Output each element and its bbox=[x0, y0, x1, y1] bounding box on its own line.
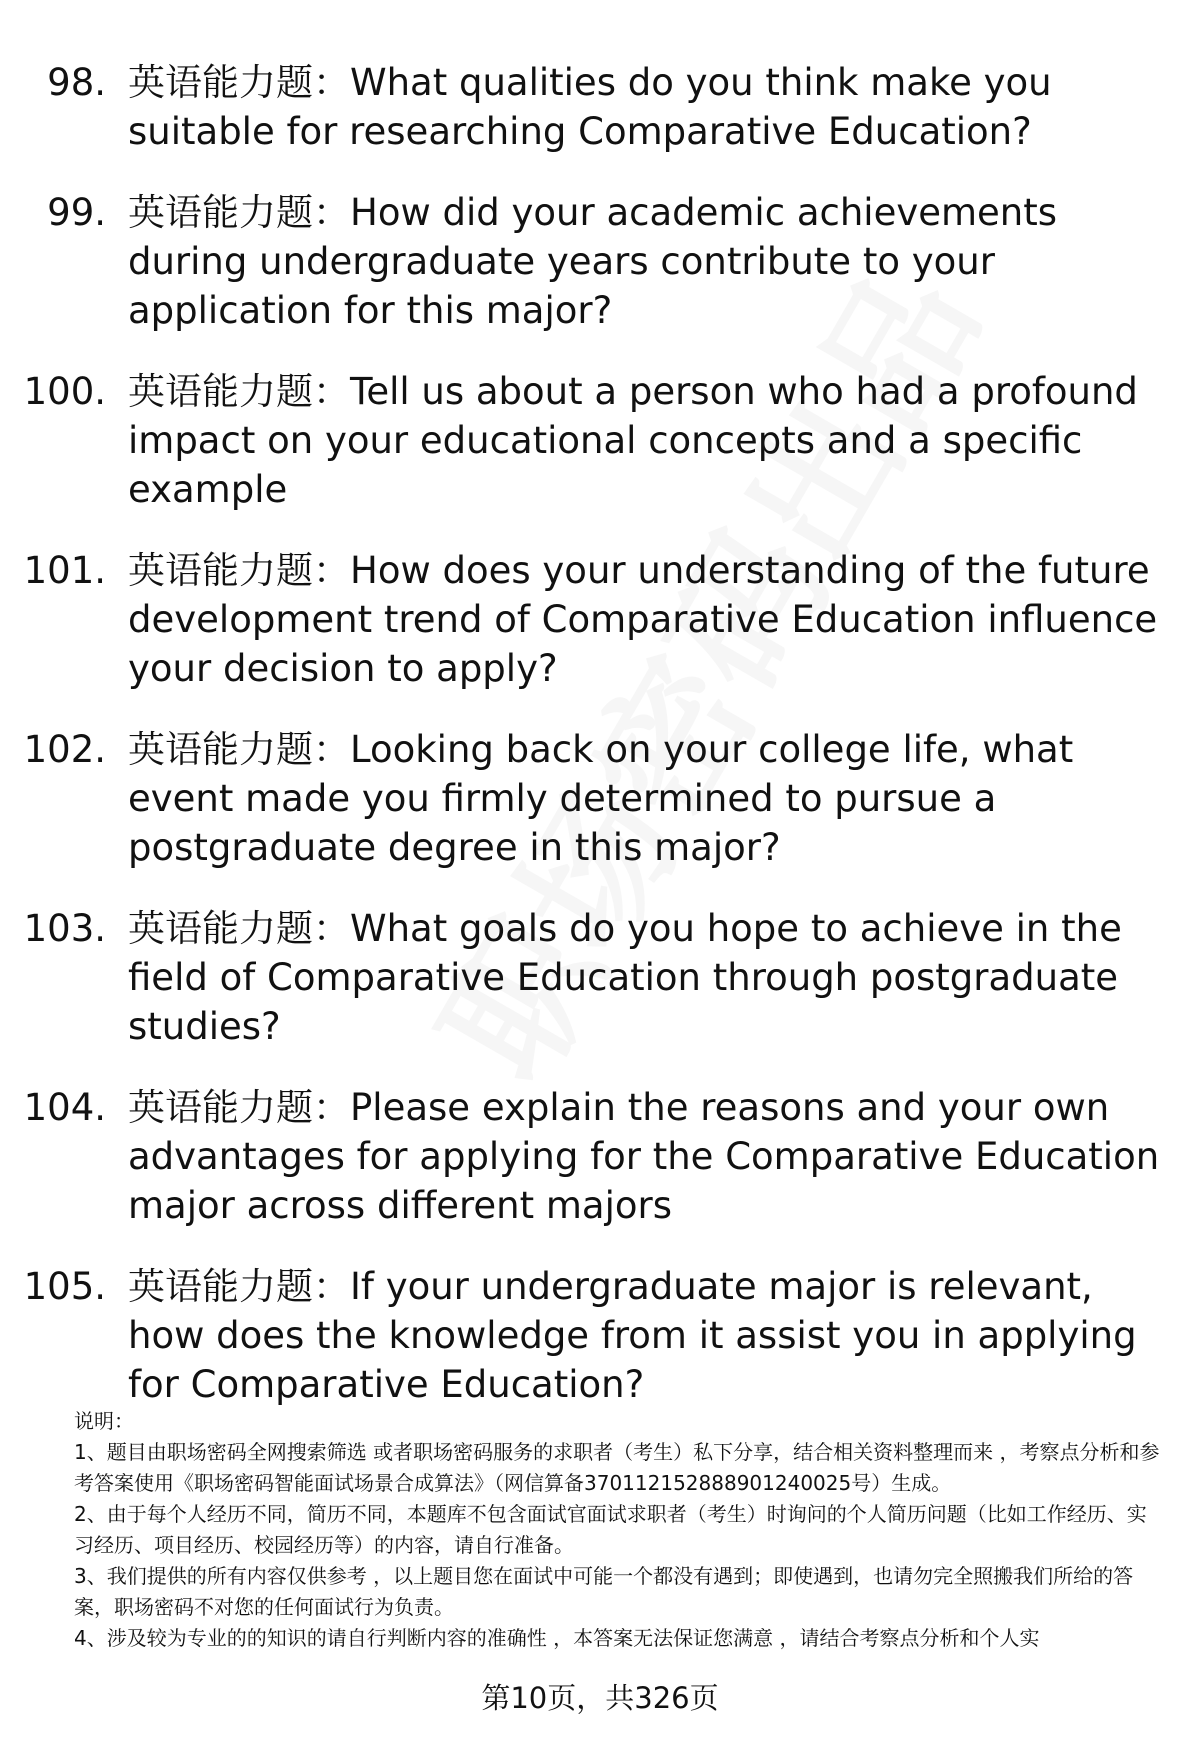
question-item bbox=[0, 725, 1200, 872]
notes-heading: 说明： bbox=[74, 1409, 134, 1433]
note-item: 3、我们提供的所有内容仅供参考 ，以上题目您在面试中可能一个都没有遇到；即使遇到，也请勿完全照搬我们所给的答案，职场密码不对您的任何面试行为负责。 bbox=[74, 1564, 1134, 1619]
note-item: 2、由于每个人经历不同，简历不同，本题库不包含面试官面试求职者（考生）时询问的个人简历问题（比如工作经历、实习经历、项目经历、校园经历等）的内容，请自行准备。 bbox=[74, 1502, 1147, 1557]
question-number: 98. bbox=[47, 61, 106, 104]
question-item bbox=[0, 546, 1200, 693]
question-text: What qualities do you think make you suitable for researching Comparative Education? bbox=[128, 61, 1052, 153]
question-tag: 英语能力题： bbox=[128, 191, 350, 234]
question-text: How does your understanding of the future development trend of Comparative Education influence your decision to apply? bbox=[128, 549, 1158, 690]
notes-section bbox=[74, 1406, 1160, 1654]
question-tag: 英语能力题： bbox=[128, 728, 350, 771]
question-item bbox=[0, 1262, 1200, 1409]
question-list bbox=[0, 58, 1200, 1441]
question-number: 102. bbox=[23, 728, 106, 771]
question-number: 103. bbox=[23, 907, 106, 950]
question-item bbox=[0, 188, 1200, 335]
question-text: If your undergraduate major is relevant, how does the knowledge from it assist you in applying for Comparative Education? bbox=[128, 1265, 1137, 1406]
question-item bbox=[0, 1083, 1200, 1230]
question-text: What goals do you hope to achieve in the field of Comparative Education through postgraduate studies? bbox=[128, 907, 1122, 1048]
question-item bbox=[0, 904, 1200, 1051]
question-tag: 英语能力题： bbox=[128, 1086, 350, 1129]
question-tag: 英语能力题： bbox=[128, 370, 350, 413]
note-item: 4、涉及较为专业的的知识的请自行判断内容的准确性 ，本答案无法保证您满意 ，请结合考察点分析和个人实 bbox=[74, 1626, 1040, 1650]
question-number: 100. bbox=[23, 370, 106, 413]
question-item bbox=[0, 58, 1200, 156]
question-number: 105. bbox=[23, 1265, 106, 1308]
question-tag: 英语能力题： bbox=[128, 549, 350, 592]
question-number: 104. bbox=[23, 1086, 106, 1129]
question-tag: 英语能力题： bbox=[128, 907, 350, 950]
question-number: 101. bbox=[23, 549, 106, 592]
question-item bbox=[0, 367, 1200, 514]
page-number: 第10页，共326页 bbox=[0, 1680, 1200, 1716]
question-number: 99. bbox=[47, 191, 106, 234]
question-text: Tell us about a person who had a profound impact on your educational concepts and a specific example bbox=[128, 370, 1138, 511]
question-tag: 英语能力题： bbox=[128, 1265, 350, 1308]
question-text: Please explain the reasons and your own advantages for applying for the Comparative Education major across different majors bbox=[128, 1086, 1160, 1227]
question-tag: 英语能力题： bbox=[128, 61, 350, 104]
note-item: 1、题目由职场密码全网搜索筛选 或者职场密码服务的求职者（考生）私下分享，结合相关资料整理而来 ，考察点分析和参考答案使用《职场密码智能面试场景合成算法》（网信算备370112152888901240025号）生成。 bbox=[74, 1440, 1160, 1495]
question-text: How did your academic achievements during undergraduate years contribute to your application for this major? bbox=[128, 191, 1058, 332]
question-text: Looking back on your college life, what event made you firmly determined to pursue a postgraduate degree in this major? bbox=[128, 728, 1074, 869]
